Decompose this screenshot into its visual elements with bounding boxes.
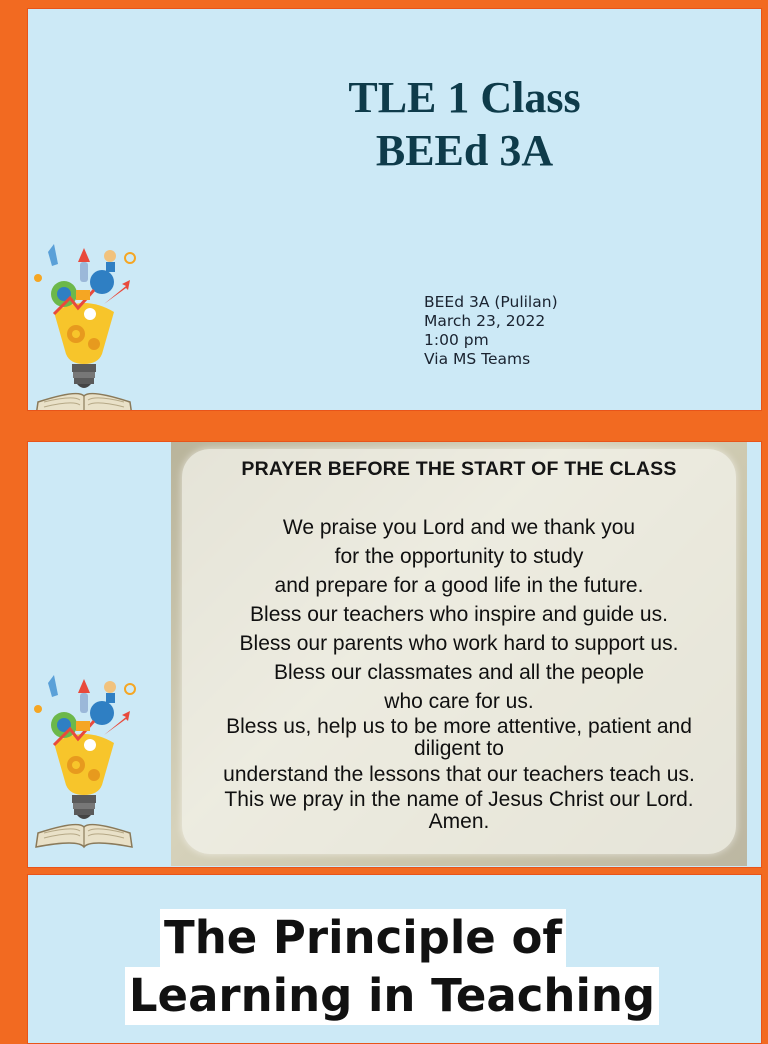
prayer-line: Bless us, help us to be more attentive, patient and [226,715,692,738]
title-line-1: TLE 1 Class [348,73,581,122]
slide-topic [27,874,762,1044]
slide-prayer [27,441,762,868]
idea-bulb-icon [27,234,148,411]
class-time: 1:00 pm [424,331,489,349]
prayer-line: Bless our classmates and all the people [273,661,645,684]
topic-title-line-1: The Principle of [160,909,566,967]
prayer-text [171,513,747,833]
slide-title-heading [28,71,761,177]
prayer-line: Bless our teachers who inspire and guide us. [250,603,668,626]
prayer-line: understand the lessons that our teachers teach us. [223,763,695,786]
topic-title [108,909,656,1022]
title-line-2: BEEd 3A [375,126,554,175]
class-platform: Via MS Teams [424,350,531,368]
prayer-line: and prepare for a good life in the future. [274,574,644,597]
prayer-line: for the opportunity to study [334,545,584,568]
prayer-line: diligent to [414,737,504,760]
idea-bulb-icon [27,665,148,855]
prayer-image [171,441,747,866]
prayer-line: Amen. [428,810,490,833]
prayer-line: This we pray in the name of Jesus Christ our Lord. [224,788,694,811]
class-info [424,293,558,369]
class-section: BEEd 3A (Pulilan) [424,293,558,311]
slide-title [27,8,762,411]
prayer-line: We praise you Lord and we thank you [282,516,636,539]
prayer-title: PRAYER BEFORE THE START OF THE CLASS [241,458,677,480]
prayer-line: who care for us. [384,690,534,713]
topic-title-line-2: Learning in Teaching [125,967,659,1025]
prayer-line: Bless our parents who work hard to support us. [239,632,679,655]
class-date: March 23, 2022 [424,312,546,330]
